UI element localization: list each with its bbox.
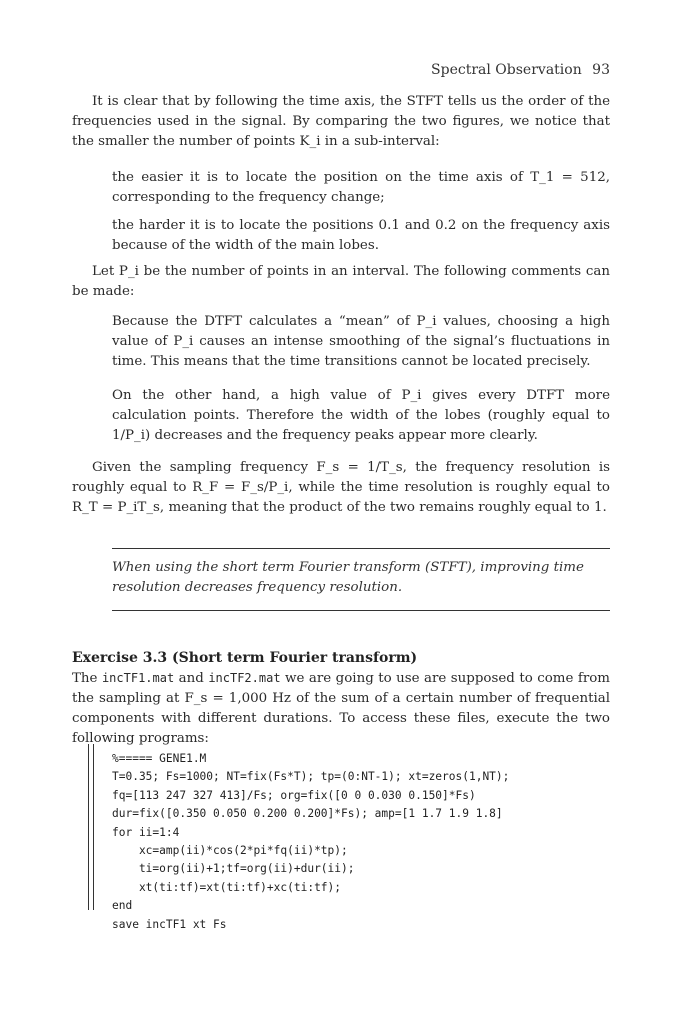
code-block-bar [88, 744, 94, 910]
running-header-title: Spectral Observation [431, 62, 582, 78]
list-one-item-1: the easier it is to locate the position on the time axis of T_1 = 512, corresponding to the frequency change; [112, 170, 610, 205]
resolution-paragraph: Given the sampling frequency F_s = 1/T_s, the frequency resolution is roughly equal to R_F = F_s/P_i, while the time resolution is roughly equal to R_T = P_iT_s, meaning that the product of the two remains roughly equal to 1. [72, 460, 610, 515]
list-two-item-1: Because the DTFT calculates a “mean” of P_i values, choosing a high value of P_i causes an intense smoothing of the signal’s fluctuations in time. This means that the time transitions cannot be located precisely. [112, 314, 610, 369]
running-header [431, 62, 610, 78]
code-line: end [112, 899, 133, 913]
code-line: dur=fix([0.350 0.050 0.200 0.200]*Fs); amp=[1 1.7 1.9 1.8] [112, 807, 503, 821]
box-bottom-rule [112, 610, 610, 611]
code-line: T=0.35; Fs=1000; NT=fix(Fs*T); tp=(0:NT-1); xt=zeros(1,NT); [112, 770, 510, 784]
comments-paragraph: Let P_i be the number of points in an interval. The following comments can be made: [72, 264, 610, 299]
exercise-text-start: The [72, 671, 102, 686]
exercise-title: Exercise 3.3 (Short term Fourier transform) [72, 650, 418, 666]
code-line: xc=amp(ii)*cos(2*pi*fq(ii)*tp); [112, 844, 348, 858]
boxed-statement: When using the short term Fourier transform (STFT), improving time resolution decreases frequency resolution. [112, 560, 584, 595]
box-top-rule [112, 548, 610, 549]
page-number: 93 [592, 62, 610, 78]
filename-inctf1: incTF1.mat [101, 671, 175, 685]
list-two-item-2: On the other hand, a high value of P_i gives every DTFT more calculation points. Therefore the width of the lobes (roughly equal to 1/P_i) decreases and the frequency peaks appear more clearly. [112, 388, 610, 443]
code-line: ti=org(ii)+1;tf=org(ii)+dur(ii); [112, 862, 355, 876]
code-line: xt(ti:tf)=xt(ti:tf)+xc(ti:tf); [112, 880, 342, 894]
filename-inctf2: incTF2.mat [208, 671, 281, 685]
code-line: save incTF1 xt Fs [112, 917, 227, 931]
intro-paragraph: It is clear that by following the time axis, the STFT tells us the order of the frequencies used in the signal. By comparing the two figures, we notice that the smaller the number of points K_i in a sub-interval: [72, 94, 610, 149]
code-block [112, 750, 632, 934]
code-line: %===== GENE1.M [112, 752, 207, 765]
list-one-item-2: the harder it is to locate the positions 0.1 and 0.2 on the frequency axis because of the width of the main lobes. [112, 218, 610, 253]
code-line: for ii=1:4 [112, 825, 180, 839]
code-line: fq=[113 247 327 413]/Fs; org=fix([0 0 0.030 0.150]*Fs) [112, 788, 476, 802]
exercise-paragraph [72, 668, 610, 749]
exercise-text-between: and [174, 671, 209, 686]
exercise-text-end: we are going to use are supposed to come from the sampling at F_s = 1,000 Hz of the sum of a certain number of frequential components with different durations. To access these files, execute the two following programs: [72, 671, 610, 746]
